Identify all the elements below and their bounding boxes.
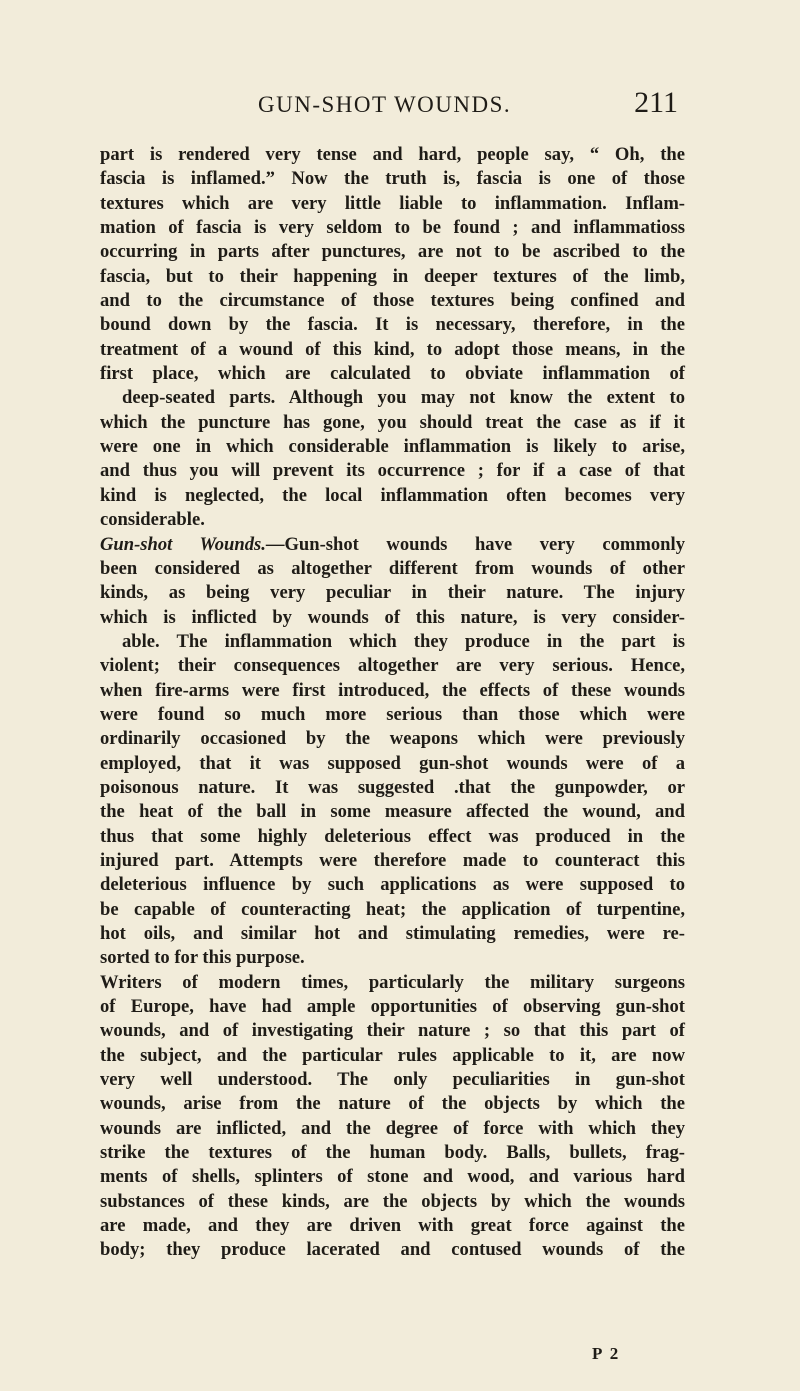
- text-line: first place, which are calculated to obviate inflammation of: [100, 363, 685, 385]
- running-title: GUN-SHOT WOUNDS.: [258, 92, 512, 117]
- page-number: 211: [634, 86, 678, 119]
- section-heading: Gun-shot Wounds.: [100, 533, 266, 555]
- text-line: ordinarily occasioned by the weapons which were previously: [100, 728, 685, 750]
- text-line: hot oils, and similar hot and stimulating remedies, were re-: [100, 923, 685, 944]
- text-line: violent; their consequences altogether are very serious. Hence,: [100, 655, 685, 677]
- text-line: sorted to for this purpose.: [100, 947, 305, 969]
- text-line: Writers of modern times, particularly the military surgeons: [100, 971, 685, 993]
- text-line: been considered as altogether different from wounds of other: [100, 557, 685, 579]
- body-text: [100, 143, 685, 1263]
- running-head: [258, 86, 678, 120]
- text-line: treatment of a wound of this kind, to adopt those means, in the: [100, 338, 685, 360]
- text-line: mation of fascia is very seldom to be found ; and inflammatioss: [100, 217, 685, 239]
- text-line: fascia, but to their happening in deeper textures of the limb,: [100, 265, 685, 287]
- text-line: textures which are very little liable to inflammation. Inflam-: [100, 192, 685, 214]
- text-line: injured part. Attempts were therefore made to counteract this: [100, 849, 685, 871]
- text-line: able. The inflammation which they produce in the part is: [122, 630, 685, 652]
- text-line: and thus you will prevent its occurrence ; for if a case of that: [100, 460, 685, 482]
- text-line: ments of shells, splinters of stone and wood, and various hard: [100, 1166, 685, 1188]
- text-line: wounds are inflicted, and the degree of force with which they: [100, 1117, 685, 1139]
- text-line: wounds, and of investigating their nature ; so that this part of: [100, 1020, 685, 1042]
- text-line: poisonous nature. It was suggested .that the gunpowder, or: [100, 776, 685, 798]
- text-line: strike the textures of the human body. Balls, bullets, frag-: [100, 1142, 685, 1164]
- text-line: the heat of the ball in some measure affected the wound, and: [100, 801, 685, 823]
- text-line-content: —Gun-shot wounds have very commonly: [265, 533, 685, 555]
- text-line: which is inflicted by wounds of this nature, is very consider-: [100, 606, 685, 628]
- text-line: [100, 533, 685, 557]
- text-line: occurring in parts after punctures, are not to be ascribed to the: [100, 241, 685, 263]
- signature-mark: P 2: [592, 1344, 621, 1363]
- text-line: kind is neglected, the local inflammation often becomes very: [100, 484, 685, 506]
- text-line: deleterious influence by such applications as were supposed to: [100, 874, 685, 896]
- text-line: the subject, and the particular rules applicable to it, are now: [100, 1044, 685, 1066]
- text-line: employed, that it was supposed gun-shot wounds were of a: [100, 752, 685, 774]
- text-line: be capable of counteracting heat; the application of turpentine,: [100, 898, 685, 920]
- text-line: wounds, arise from the nature of the objects by which the: [100, 1093, 685, 1115]
- text-line: body; they produce lacerated and contused wounds of the: [100, 1239, 685, 1261]
- text-line: which the puncture has gone, you should treat the case as if it: [100, 411, 685, 433]
- text-line: were found so much more serious than those which were: [100, 703, 685, 725]
- text-line: very well understood. The only peculiarities in gun-shot: [100, 1069, 685, 1091]
- text-line: bound down by the fascia. It is necessary, therefore, in the: [100, 314, 685, 336]
- text-line: of Europe, have had ample opportunities of observing gun-shot: [100, 996, 685, 1018]
- text-line: when fire-arms were first introduced, the effects of these wounds: [100, 679, 685, 701]
- text-line: part is rendered very tense and hard, people say, “ Oh, the: [100, 144, 685, 165]
- text-line: deep-seated parts. Although you may not know the extent to: [122, 387, 685, 409]
- text-line: are made, and they are driven with great force against the: [100, 1215, 685, 1237]
- text-line: fascia is inflamed.” Now the truth is, fascia is one of those: [100, 168, 685, 190]
- text-line: thus that some highly deleterious effect was produced in the: [100, 825, 685, 847]
- text-line: kinds, as being very peculiar in their nature. The injury: [100, 582, 685, 604]
- text-line: considerable.: [100, 509, 205, 531]
- text-line: and to the circumstance of those textures being confined and: [100, 290, 685, 312]
- text-line: substances of these kinds, are the objects by which the wounds: [100, 1190, 685, 1212]
- text-line: were one in which considerable inflammation is likely to arise,: [100, 436, 685, 458]
